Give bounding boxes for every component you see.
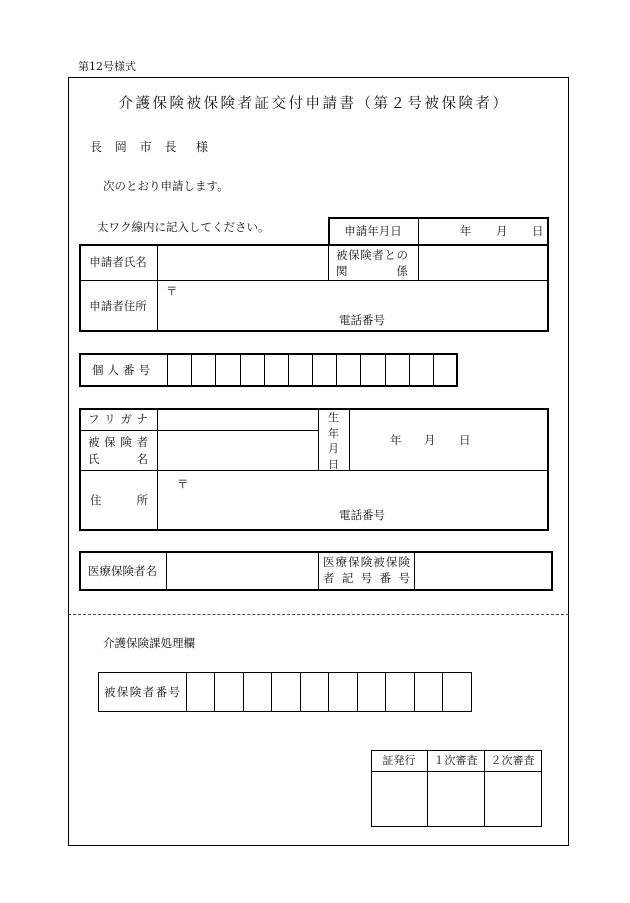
application-year-unit: 年	[460, 224, 472, 238]
birth-day-unit: 日	[459, 433, 471, 447]
form-number: 第12号様式	[78, 60, 136, 73]
medical-number-label-line2: 者 記 号 番 号	[323, 571, 410, 585]
second-review-stamp-cell	[485, 772, 541, 826]
insured-number-digit-cell	[300, 672, 328, 712]
personal-number-digit-cell	[215, 353, 240, 387]
medical-number-label-line1: 医療保険被保険	[323, 555, 410, 569]
applicant-name-field	[158, 245, 328, 280]
insured-furigana-field	[158, 409, 318, 430]
birth-date-field	[350, 409, 547, 470]
insured-number-digit-cell	[243, 672, 271, 712]
insured-number-digit-cell	[357, 672, 385, 712]
medical-insurance-number-field	[415, 552, 551, 590]
application-date-label: 申請年月日	[344, 224, 402, 238]
personal-number-digit-cell	[433, 353, 456, 387]
insured-postal-mark: 〒	[177, 477, 189, 491]
office-section-title: 介護保険課処理欄	[103, 636, 195, 650]
personal-number-digit-cell	[191, 353, 215, 387]
applicant-postal-mark: 〒	[166, 284, 178, 298]
insured-number-label: 被保険者番号	[104, 685, 180, 699]
insured-number-digit-cell	[214, 672, 243, 712]
cut-line	[68, 614, 569, 615]
relation-field	[419, 245, 547, 280]
relation-label-line2: 関 係	[336, 264, 408, 278]
intro-text: 次のとおり申請します。	[103, 179, 229, 193]
personal-number-digit-cell	[385, 353, 409, 387]
insured-number-digit-cell	[442, 672, 471, 712]
personal-number-digit-cell	[409, 353, 433, 387]
personal-number-digit-cell	[264, 353, 288, 387]
column-divider	[328, 244, 329, 280]
application-day-unit: 日	[532, 224, 544, 238]
approval-header-first-review: １次審査	[433, 753, 478, 767]
insured-number-digit-cell	[186, 672, 214, 712]
insured-number-digit-cell	[271, 672, 300, 712]
addressee-honorific: 様	[196, 140, 209, 154]
furigana-label: フ リ ガ ナ	[88, 412, 148, 426]
personal-number-digit-cell	[336, 353, 360, 387]
applicant-phone-label: 電話番号	[339, 313, 385, 327]
issued-stamp-cell	[372, 772, 427, 826]
applicant-name-label: 申請者氏名	[89, 255, 147, 269]
first-review-stamp-cell	[428, 772, 484, 826]
insured-number-digit-cell	[328, 672, 357, 712]
application-date-field	[418, 217, 548, 245]
form-title: 介護保険被保険者証交付申請書（第２号被保険者）	[118, 96, 510, 112]
approval-header-issued: 証発行	[382, 753, 416, 767]
instruction-text: 太ワク線内に記入してください。	[97, 220, 270, 234]
personal-number-digit-cell	[167, 353, 191, 387]
insured-name-field	[158, 431, 318, 470]
addressee-name: 長 岡 市 長	[90, 140, 181, 154]
personal-number-digit-cell	[240, 353, 264, 387]
insured-phone-label: 電話番号	[339, 508, 385, 522]
column-divider	[318, 408, 319, 470]
insured-name-label-line2: 氏 名	[88, 452, 148, 466]
insured-address-label: 住 所	[90, 493, 148, 507]
insured-number-digit-cell	[385, 672, 414, 712]
medical-insurer-name-field	[167, 552, 318, 590]
personal-number-label: 個 人 番 号	[92, 363, 150, 377]
insured-name-label-line1: 被 保 険 者	[88, 435, 148, 449]
birth-month-unit: 月	[424, 433, 436, 447]
birth-year-unit: 年	[390, 433, 402, 447]
birth-date-label: 生年月日	[328, 411, 339, 471]
personal-number-digit-cell	[288, 353, 312, 387]
insured-number-digit-cell	[414, 672, 442, 712]
personal-number-digit-cell	[312, 353, 336, 387]
column-divider	[318, 551, 319, 591]
personal-number-digit-cell	[360, 353, 385, 387]
applicant-address-label: 申請者住所	[89, 298, 147, 313]
approval-header-second-review: ２次審査	[490, 753, 535, 767]
relation-label-line1: 被保険者との	[336, 248, 408, 262]
application-month-unit: 月	[496, 224, 508, 238]
medical-insurer-label: 医療保険者名	[88, 564, 157, 578]
